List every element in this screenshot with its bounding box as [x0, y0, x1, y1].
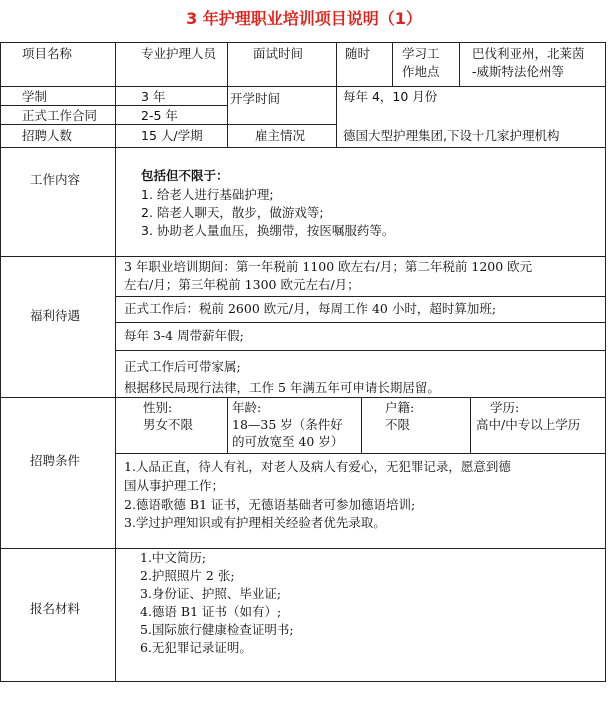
material-item: 3.身份证、护照、毕业证;: [140, 586, 282, 601]
location-value-line1: 巴伐利亚州，北莱茵: [472, 46, 585, 61]
requirement-1-line1: 1.人品正直，待人有礼，对老人及病人有爱心，无犯罪记录，愿意到德: [124, 459, 511, 474]
benefits-residence: 根据移民局现行法律，工作 5 年满五年可申请长期居留。: [124, 380, 440, 395]
age-value-line2: 的可放宽至 40 岁）: [232, 434, 344, 449]
row-divider: [0, 124, 336, 125]
project-name-label: 项目名称: [22, 46, 73, 61]
job-item: 3. 协助老人量血压，换绷带，按医嘱服药等。: [141, 223, 395, 238]
benefits-salary: 正式工作后：税前 2600 欧元/月，每周工作 40 小时，超时算加班;: [124, 301, 497, 316]
material-item: 4.德语 B1 证书（如有）;: [140, 604, 282, 619]
col-divider: [605, 42, 606, 682]
requirement-3: 3.学过护理知识或有护理相关经验者优先录取。: [124, 515, 386, 530]
row-divider: [115, 350, 606, 351]
col-divider: [227, 124, 228, 147]
col-divider: [470, 397, 471, 453]
gender-value: 男女不限: [143, 417, 194, 432]
contract-value: 2-5 年: [141, 108, 178, 123]
age-value-line1: 18—35 岁（条件好: [232, 417, 343, 432]
conditions-label: 招聘条件: [30, 453, 81, 468]
row-divider: [0, 256, 606, 257]
material-item: 1.中文简历;: [140, 550, 207, 565]
col-divider: [115, 42, 116, 682]
col-divider: [227, 397, 228, 453]
row-divider: [0, 42, 606, 43]
duration-label: 学制: [22, 89, 48, 104]
interview-time-value: 随时: [345, 46, 371, 61]
location-label-line2: 作地点: [402, 64, 440, 79]
row-divider: [115, 453, 606, 454]
row-divider: [0, 105, 227, 106]
material-item: 6.无犯罪记录证明。: [140, 640, 252, 655]
row-divider: [115, 296, 606, 297]
location-label-line1: 学习工: [402, 46, 440, 61]
recruit-count-value: 15 人/学期: [141, 128, 203, 143]
col-divider: [0, 42, 1, 682]
row-divider: [0, 86, 606, 87]
benefits-training-line1: 3 年职业培训期间：第一年税前 1100 欧左右/月；第二年税前 1200 欧元: [124, 259, 533, 274]
job-content-label: 工作内容: [30, 172, 81, 187]
job-item: 1. 给老人进行基础护理;: [141, 187, 274, 202]
hukou-label: 户籍:: [385, 400, 415, 415]
row-divider: [115, 322, 606, 323]
material-item: 2.护照照片 2 张;: [140, 568, 235, 583]
materials-label: 报名材料: [30, 601, 81, 616]
start-time-value: 每年 4，10 月份: [343, 89, 438, 104]
col-divider: [336, 42, 337, 147]
recruit-count-label: 招聘人数: [22, 128, 73, 143]
interview-time-label: 面试时间: [253, 46, 304, 61]
col-divider: [227, 42, 228, 124]
benefits-family: 正式工作后可带家属;: [124, 359, 241, 374]
row-divider: [0, 548, 606, 549]
start-time-label: 开学时间: [230, 91, 281, 106]
requirement-2: 2.德语歌德 B1 证书，无德语基础者可参加德语培训;: [124, 497, 416, 512]
contract-label: 正式工作合同: [22, 108, 98, 123]
benefits-training-line2: 左右/月；第三年税前 1300 欧元左右/月；: [124, 277, 360, 292]
employer-label: 雇主情况: [255, 128, 306, 143]
gender-label: 性别:: [143, 400, 173, 415]
requirement-1-line2: 国从事护理工作；: [124, 478, 225, 493]
age-label: 年龄:: [232, 400, 262, 415]
row-divider: [0, 681, 606, 682]
employer-value: 德国大型护理集团,下设十几家护理机构: [343, 128, 560, 143]
hukou-value: 不限: [385, 417, 411, 432]
education-label: 学历:: [490, 400, 520, 415]
location-value-line2: -威斯特法伦州等: [472, 64, 565, 79]
education-value: 高中/中专以上学历: [476, 417, 581, 432]
duration-value: 3 年: [141, 89, 166, 104]
job-item: 2. 陪老人聊天，散步，做游戏等;: [141, 205, 324, 220]
benefits-holiday: 每年 3-4 周带薪年假;: [124, 328, 244, 343]
page-title: 3 年护理职业培训项目说明（1）: [186, 9, 422, 28]
row-divider: [0, 397, 606, 398]
col-divider: [392, 42, 393, 86]
job-content-heading: 包括但不限于：: [141, 168, 229, 183]
project-name-value: 专业护理人员: [141, 46, 217, 61]
benefits-label: 福利待遇: [30, 308, 81, 323]
col-divider: [459, 42, 460, 86]
material-item: 5.国际旅行健康检查证明书;: [140, 622, 294, 637]
row-divider: [0, 147, 606, 148]
col-divider: [361, 397, 362, 453]
